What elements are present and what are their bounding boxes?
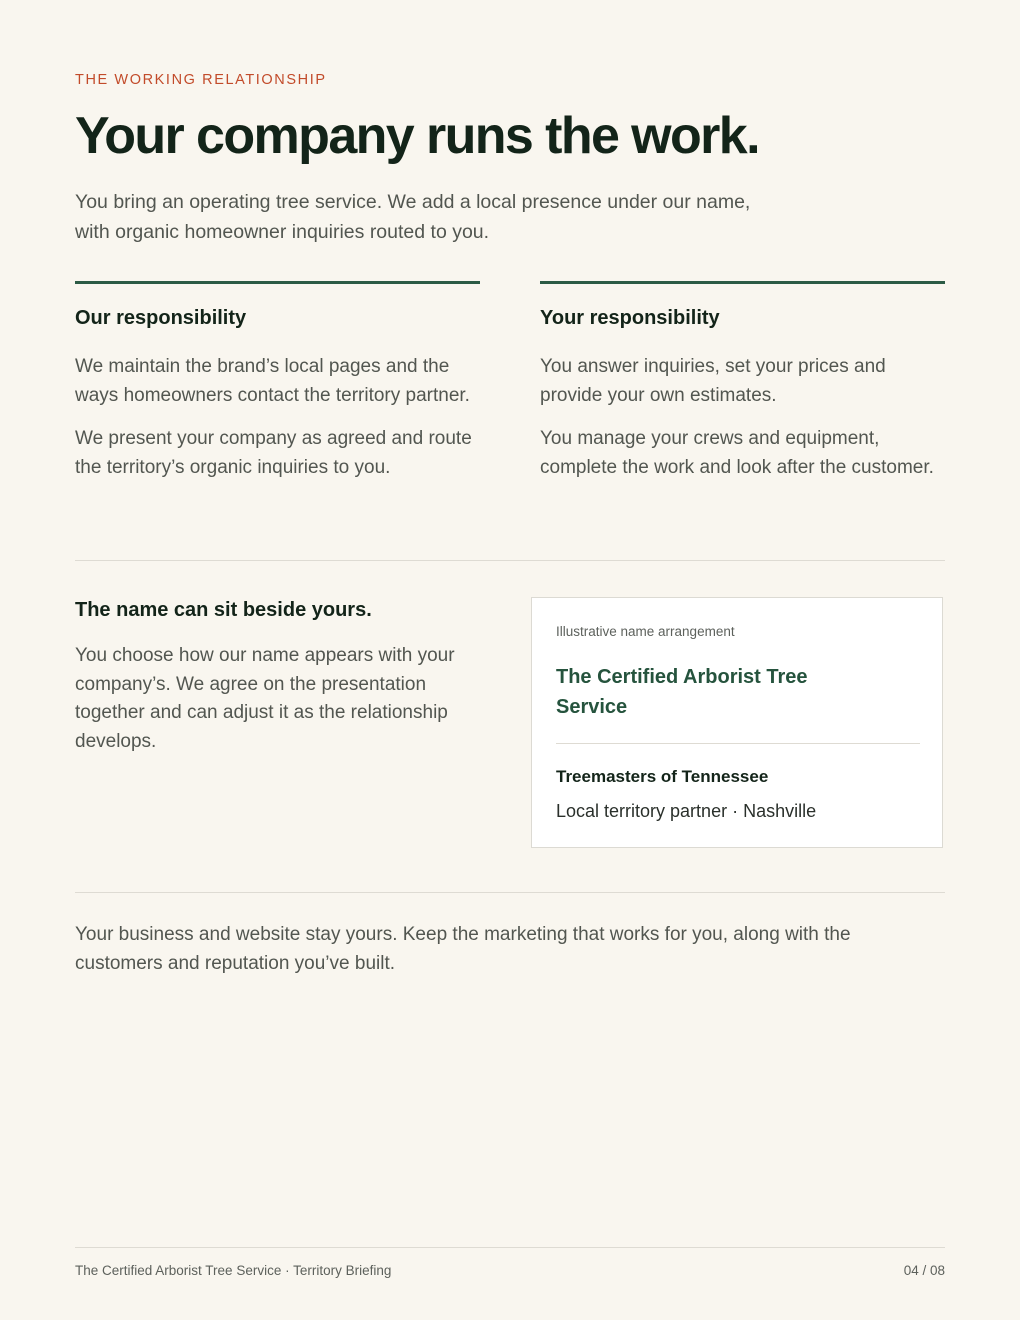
- naming-body: You choose how our name appears with your company’s. We agree on the presentation together and can adjust it as the relationship develops.: [75, 645, 455, 752]
- section-divider: [75, 560, 945, 561]
- footer-page-number: 04 / 08: [903, 1263, 945, 1278]
- card-partner-name: Treemasters of Tennessee: [556, 767, 769, 786]
- our-responsibility-paragraph: We present your company as agreed and route the territory’s organic inquiries to you.: [75, 428, 472, 478]
- card-partner-location: Local territory partner · Nashville: [556, 801, 817, 821]
- naming-heading: The name can sit beside yours.: [75, 599, 372, 621]
- name-arrangement-card: [531, 597, 943, 848]
- our-responsibility-heading: Our responsibility: [75, 307, 247, 329]
- your-responsibility-column: [540, 281, 945, 478]
- our-responsibility-paragraph: We maintain the brand’s local pages and the ways homeowners contact the territory partner.: [75, 356, 470, 406]
- card-brand-name: The Certified Arborist Tree Service: [556, 666, 808, 718]
- your-responsibility-paragraph: You answer inquiries, set your prices and provide your own estimates.: [540, 356, 886, 406]
- card-divider: [556, 743, 920, 744]
- your-responsibility-paragraph: You manage your crews and equipment, complete the work and look after the customer.: [540, 428, 934, 478]
- page-title: Your company runs the work.: [75, 107, 759, 165]
- our-responsibility-column: [75, 281, 480, 478]
- briefing-page: [75, 0, 945, 1320]
- column-top-rule: [75, 281, 480, 284]
- card-label: Illustrative name arrangement: [556, 624, 735, 639]
- section-eyebrow: THE WORKING RELATIONSHIP: [75, 72, 327, 88]
- closing-paragraph: Your business and website stay yours. Keep the marketing that works for you, along with the customers and reputation you’ve built.: [75, 924, 851, 974]
- intro-paragraph: You bring an operating tree service. We add a local presence under our name, with organic homeowner inquiries routed to you.: [75, 191, 751, 243]
- column-top-rule: [540, 281, 945, 284]
- our-responsibility-body: [75, 353, 483, 497]
- your-responsibility-body: [540, 353, 948, 497]
- section-divider: [75, 892, 945, 893]
- footer-document-title: The Certified Arborist Tree Service · Territory Briefing: [75, 1263, 392, 1278]
- footer-rule: [75, 1247, 945, 1248]
- your-responsibility-heading: Your responsibility: [540, 307, 720, 329]
